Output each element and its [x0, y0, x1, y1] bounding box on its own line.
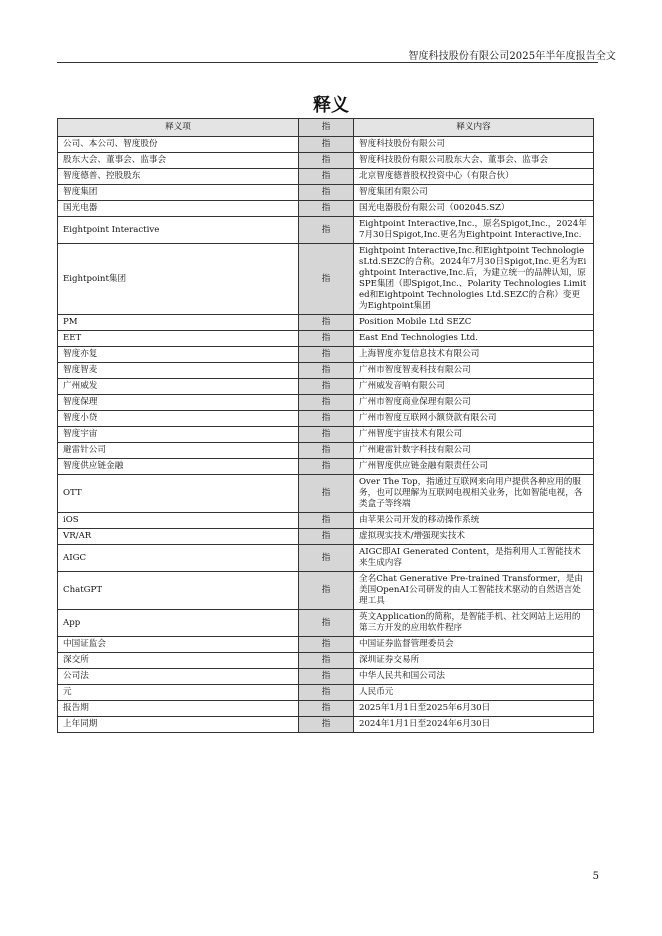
definition-cell: East End Technologies Ltd. — [354, 331, 594, 347]
ref-cell: 指 — [299, 217, 354, 244]
term-cell: 智度保理 — [58, 395, 299, 411]
header-definition: 释义内容 — [354, 119, 594, 137]
ref-cell: 指 — [299, 201, 354, 217]
ref-cell: 指 — [299, 411, 354, 427]
table-row — [58, 244, 594, 315]
term-cell: iOS — [58, 513, 299, 529]
table-row — [58, 185, 594, 201]
ref-cell: 指 — [299, 153, 354, 169]
table-row — [58, 137, 594, 153]
ref-cell: 指 — [299, 395, 354, 411]
term-cell: 报告期 — [58, 701, 299, 717]
page-title: 释义 — [313, 95, 349, 116]
table-row — [58, 610, 594, 637]
term-cell: Eightpoint集团 — [58, 244, 299, 315]
table-body — [58, 137, 594, 733]
ref-cell: 指 — [299, 701, 354, 717]
term-cell: Eightpoint Interactive — [58, 217, 299, 244]
definition-cell: 广州市智度互联网小额贷款有限公司 — [354, 411, 594, 427]
term-cell: 智度供应链金融 — [58, 459, 299, 475]
term-cell: 智度宇宙 — [58, 427, 299, 443]
ref-cell: 指 — [299, 363, 354, 379]
table-row — [58, 529, 594, 545]
term-cell: 公司、本公司、智度股份 — [58, 137, 299, 153]
header-ref: 指 — [299, 119, 354, 137]
term-cell: 公司法 — [58, 669, 299, 685]
table-row — [58, 427, 594, 443]
ref-cell: 指 — [299, 169, 354, 185]
term-cell: OTT — [58, 475, 299, 513]
table-row — [58, 717, 594, 733]
definition-cell: 广州智度宇宙技术有限公司 — [354, 427, 594, 443]
definition-cell: 智度科技股份有限公司 — [354, 137, 594, 153]
term-cell: VR/AR — [58, 529, 299, 545]
definition-cell: 北京智度德普股权投资中心（有限合伙） — [354, 169, 594, 185]
table-row — [58, 459, 594, 475]
definition-cell: Eightpoint Interactive,Inc.和Eightpoint TechnologiesLtd.SEZC的合称。2024年7月30日Spigot,Inc.更名为Eightpoint Interactive,Inc.后，为建立统一的品牌认知，原SPE集团（即Spigot,Inc.、Polarity Technologies Limited和Eightpoint Technologies Ltd.SEZC的合称）变更为Eightpoint集团 — [354, 244, 594, 315]
table-row — [58, 669, 594, 685]
ref-cell: 指 — [299, 637, 354, 653]
definition-cell: 由苹果公司开发的移动操作系统 — [354, 513, 594, 529]
ref-cell: 指 — [299, 653, 354, 669]
table-row — [58, 315, 594, 331]
table-row — [58, 637, 594, 653]
definition-cell: AIGC即AI Generated Content，是指利用人工智能技术来生成内容 — [354, 545, 594, 572]
term-cell: PM — [58, 315, 299, 331]
definition-cell: 广州市智度智麦科技有限公司 — [354, 363, 594, 379]
table-row — [58, 395, 594, 411]
definition-cell: 广州避雷针数字科技有限公司 — [354, 443, 594, 459]
ref-cell: 指 — [299, 572, 354, 610]
table-row — [58, 363, 594, 379]
term-cell: 深交所 — [58, 653, 299, 669]
table-row — [58, 685, 594, 701]
definition-cell: Position Mobile Ltd SEZC — [354, 315, 594, 331]
ref-cell: 指 — [299, 137, 354, 153]
definition-cell: 广州智度供应链金融有限责任公司 — [354, 459, 594, 475]
table-row — [58, 379, 594, 395]
ref-cell: 指 — [299, 717, 354, 733]
table-row — [58, 153, 594, 169]
definition-cell: 中国证券监督管理委员会 — [354, 637, 594, 653]
header-divider — [57, 62, 598, 63]
table-row — [58, 217, 594, 244]
definition-cell: 英文Application的简称，是智能手机、社交网站上运用的第三方开发的应用软件程序 — [354, 610, 594, 637]
definition-cell: 虚拟现实技术/增强现实技术 — [354, 529, 594, 545]
term-cell: 智度集团 — [58, 185, 299, 201]
definition-cell: 人民币元 — [354, 685, 594, 701]
ref-cell: 指 — [299, 331, 354, 347]
ref-cell: 指 — [299, 443, 354, 459]
term-cell: 元 — [58, 685, 299, 701]
ref-cell: 指 — [299, 475, 354, 513]
definition-cell: Over The Top，指通过互联网来向用户提供各种应用的服务，也可以理解为互联网电视相关业务，比如智能电视，各类盒子等终端 — [354, 475, 594, 513]
definition-cell: 国光电器股份有限公司（002045.SZ） — [354, 201, 594, 217]
table-row — [58, 411, 594, 427]
term-cell: 智度亦复 — [58, 347, 299, 363]
definition-cell: 2024年1月1日至2024年6月30日 — [354, 717, 594, 733]
definition-cell: 深圳证券交易所 — [354, 653, 594, 669]
definition-cell: 中华人民共和国公司法 — [354, 669, 594, 685]
definition-cell: 广州市智度商业保理有限公司 — [354, 395, 594, 411]
table-row — [58, 331, 594, 347]
term-cell: 中国证监会 — [58, 637, 299, 653]
ref-cell: 指 — [299, 459, 354, 475]
table-row — [58, 572, 594, 610]
term-cell: 避雷针公司 — [58, 443, 299, 459]
term-cell: 上年同期 — [58, 717, 299, 733]
table-row — [58, 201, 594, 217]
table-row — [58, 545, 594, 572]
term-cell: 智度德普、控股股东 — [58, 169, 299, 185]
ref-cell: 指 — [299, 529, 354, 545]
ref-cell: 指 — [299, 669, 354, 685]
table-header-row — [58, 119, 594, 137]
ref-cell: 指 — [299, 685, 354, 701]
definition-cell: 全名Chat Generative Pre-trained Transformer，是由美国OpenAI公司研发的由人工智能技术驱动的自然语言处理工具 — [354, 572, 594, 610]
table-row — [58, 443, 594, 459]
definition-cell: Eightpoint Interactive,Inc.，原名Spigot,Inc.，2024年7月30日Spigot,Inc.更名为Eightpoint Interactive,Inc. — [354, 217, 594, 244]
term-cell: 股东大会、董事会、监事会 — [58, 153, 299, 169]
term-cell: 国光电器 — [58, 201, 299, 217]
ref-cell: 指 — [299, 379, 354, 395]
table-row — [58, 169, 594, 185]
term-cell: ChatGPT — [58, 572, 299, 610]
term-cell: 智度智麦 — [58, 363, 299, 379]
term-cell: AIGC — [58, 545, 299, 572]
page-number: 5 — [592, 871, 599, 882]
ref-cell: 指 — [299, 513, 354, 529]
definition-cell: 广州威发音响有限公司 — [354, 379, 594, 395]
term-cell: 智度小贷 — [58, 411, 299, 427]
ref-cell: 指 — [299, 545, 354, 572]
table-row — [58, 475, 594, 513]
ref-cell: 指 — [299, 244, 354, 315]
definition-cell: 上海智度亦复信息技术有限公司 — [354, 347, 594, 363]
ref-cell: 指 — [299, 427, 354, 443]
report-header: 智度科技股份有限公司2025年半年度报告全文 — [408, 51, 616, 62]
table-row — [58, 653, 594, 669]
table-row — [58, 513, 594, 529]
table-row — [58, 347, 594, 363]
ref-cell: 指 — [299, 347, 354, 363]
term-cell: EET — [58, 331, 299, 347]
ref-cell: 指 — [299, 315, 354, 331]
term-cell: App — [58, 610, 299, 637]
table-row — [58, 701, 594, 717]
ref-cell: 指 — [299, 610, 354, 637]
header-term: 释义项 — [58, 119, 299, 137]
ref-cell: 指 — [299, 185, 354, 201]
definition-cell: 智度集团有限公司 — [354, 185, 594, 201]
term-cell: 广州威发 — [58, 379, 299, 395]
definition-cell: 智度科技股份有限公司股东大会、董事会、监事会 — [354, 153, 594, 169]
definitions-table — [57, 118, 594, 733]
definition-cell: 2025年1月1日至2025年6月30日 — [354, 701, 594, 717]
